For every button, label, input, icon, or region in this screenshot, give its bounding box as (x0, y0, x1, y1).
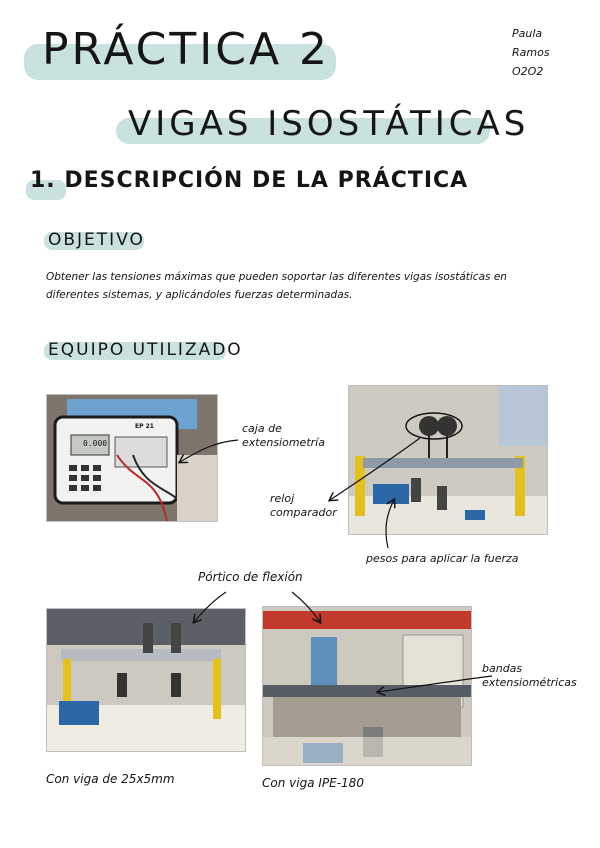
device-screen: 0.000 (83, 439, 108, 448)
gauge-circle (406, 413, 462, 439)
objective-text: Obtener las tensiones máximas que pueden soportar las diferentes vigas isostáticas en diferentes sistemas, y aplicándoles fuerzas determinadas. (46, 271, 507, 301)
author-last-name: Ramos (512, 46, 550, 59)
author-group: O2O2 (512, 65, 544, 78)
arrow-to-dial-gauge (330, 438, 420, 500)
arrow-to-strain-box (180, 440, 238, 462)
caption-small-beam: Con viga de 25x5mm (46, 772, 175, 786)
label-weights: pesos para aplicar la fuerza (366, 552, 519, 565)
arrow-to-weights (386, 500, 394, 548)
section-heading: 1. DESCRIPCIÓN DE LA PRÁCTICA (30, 168, 469, 193)
device-brand: EP 21 (135, 423, 154, 430)
arrow-to-strain-gauges (378, 676, 492, 692)
label-bending-frame: Pórtico de flexión (198, 570, 303, 584)
equipment-heading: EQUIPO UTILIZADO (48, 340, 243, 360)
label-dial-gauge: reloj comparador (270, 492, 337, 519)
label-strain-box: caja de extensiometría (242, 422, 325, 449)
objective-heading: OBJETIVO (48, 230, 145, 250)
caption-ipe-beam: Con viga IPE-180 (262, 776, 364, 790)
arrow-left-frame (194, 592, 226, 622)
arrow-right-frame (292, 592, 320, 622)
page-subtitle: VIGAS ISOSTÁTICAS (128, 104, 530, 144)
label-strain-gauges: bandas extensiométricas (482, 662, 577, 689)
page-title: PRÁCTICA 2 (42, 24, 331, 75)
author-first-name: Paula (512, 27, 543, 40)
